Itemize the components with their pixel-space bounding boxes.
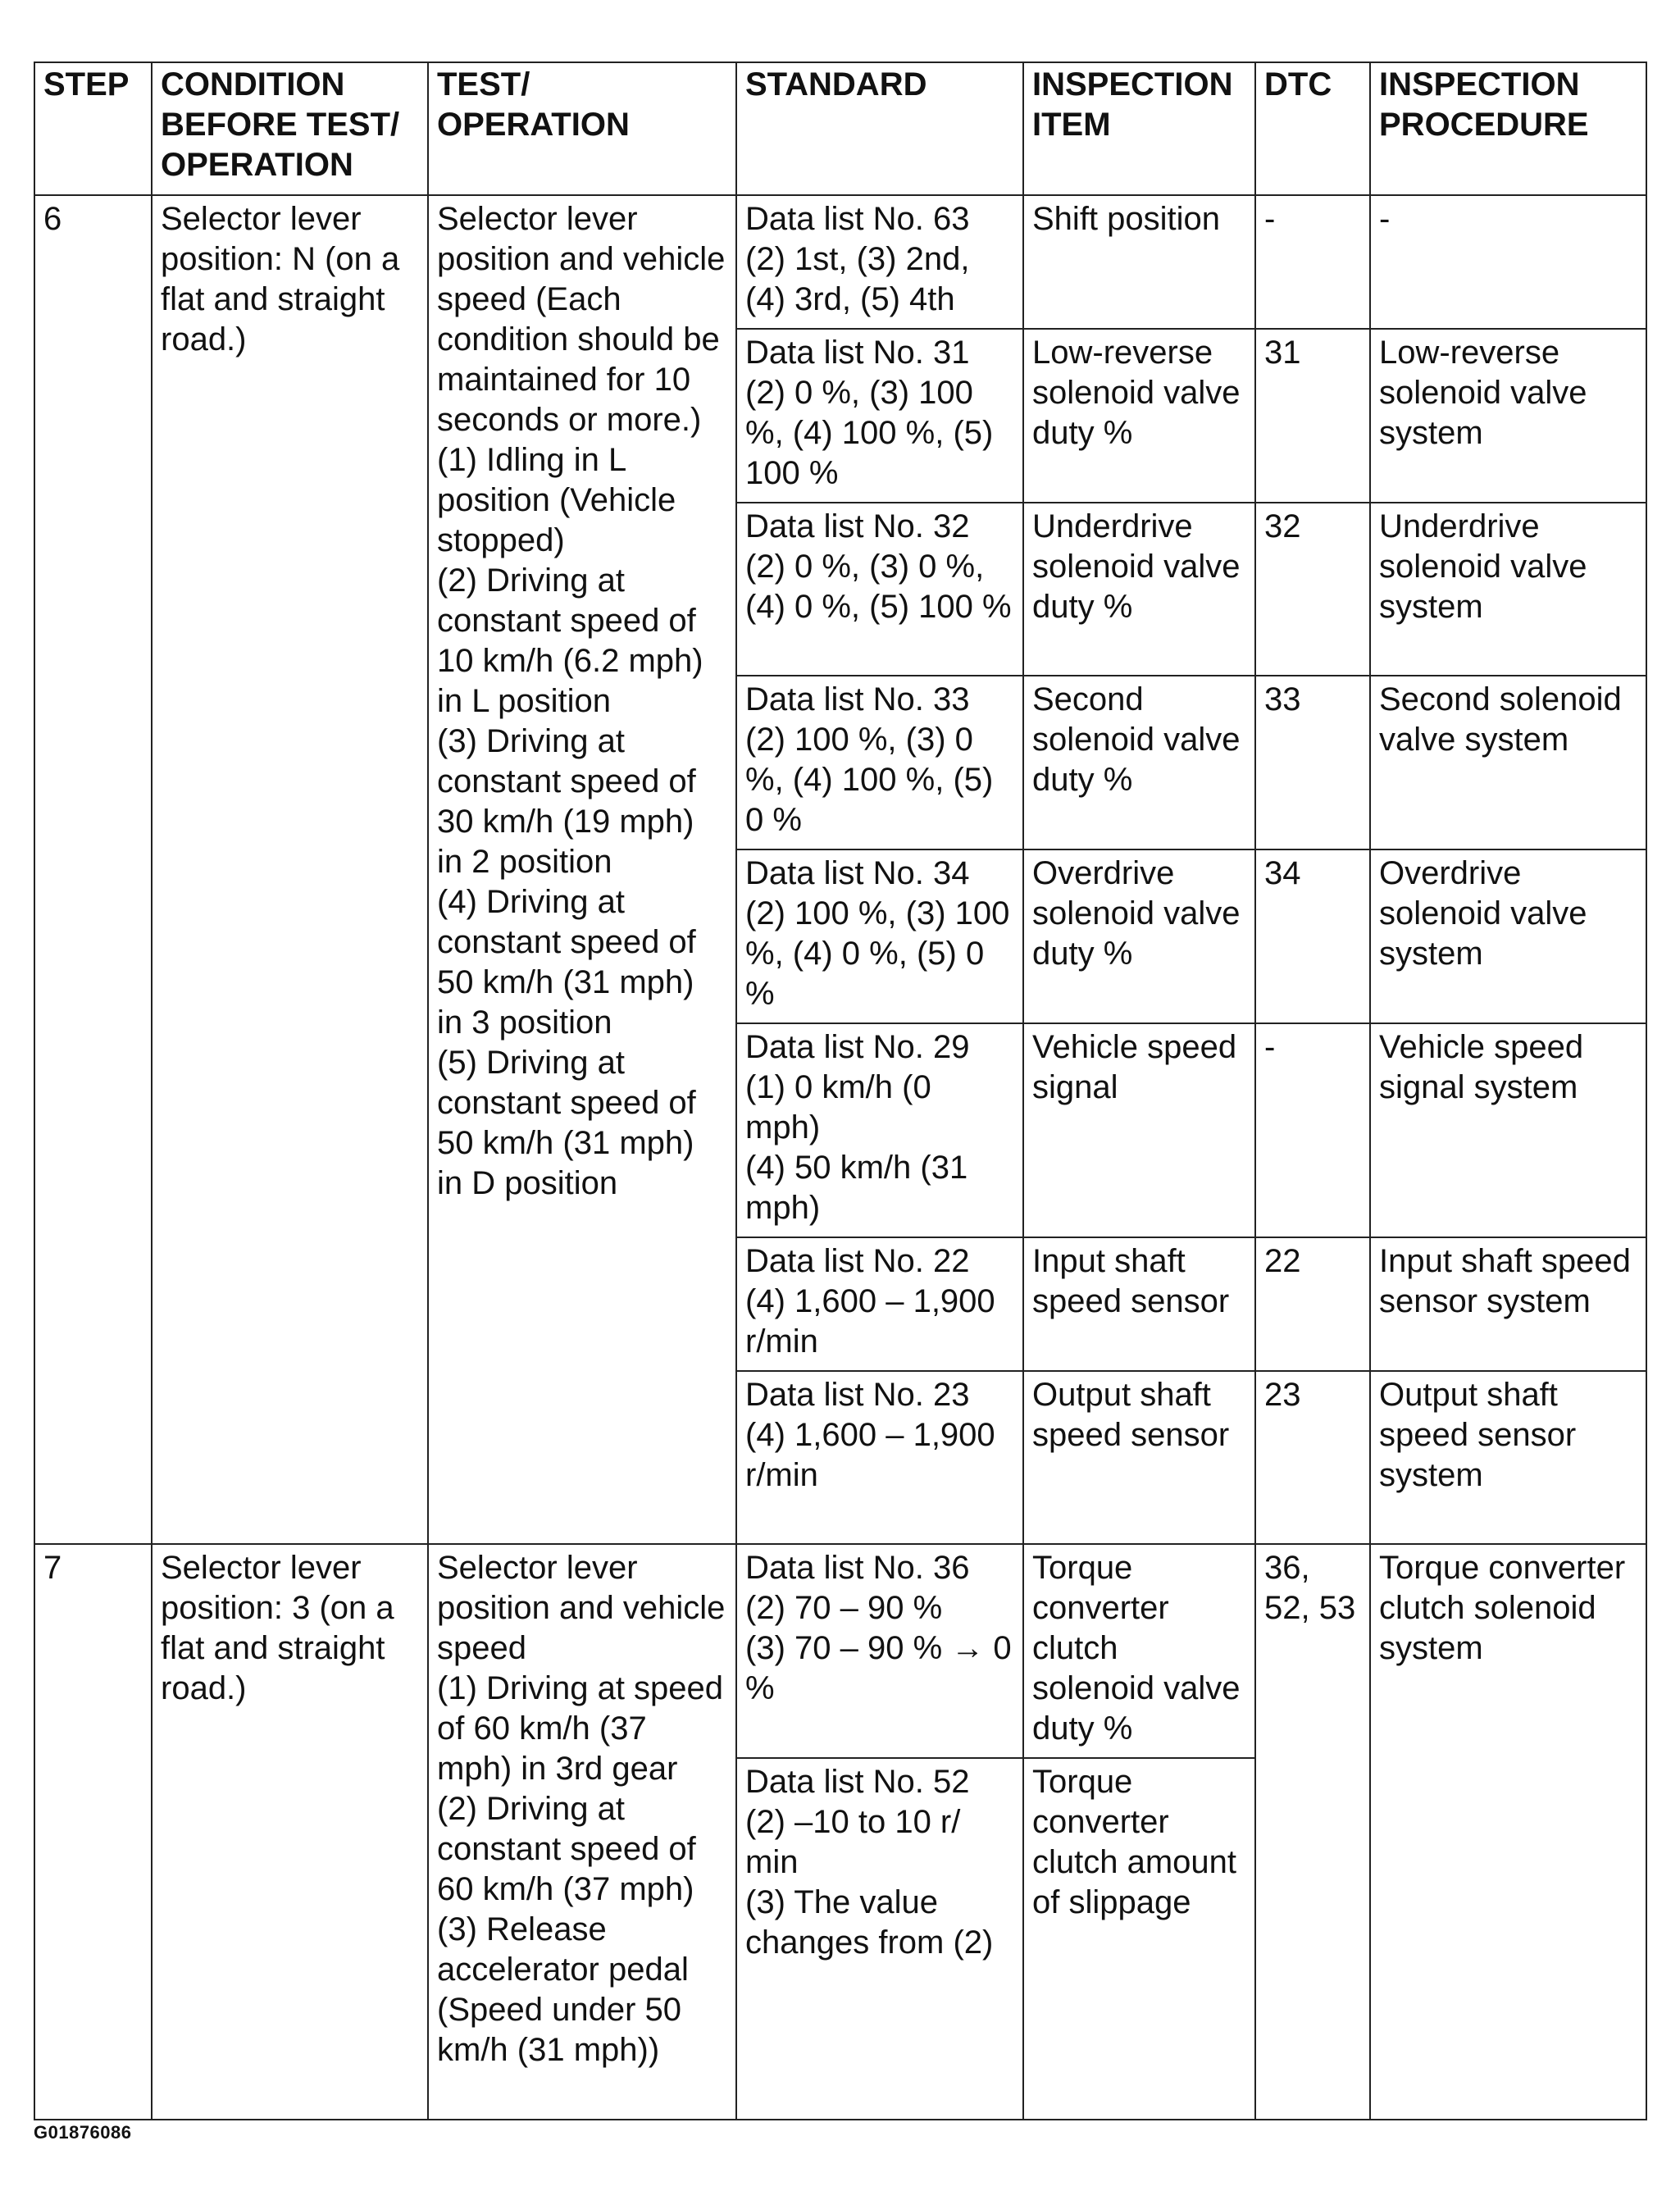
inspection-procedure-cell: Vehicle speed signal system bbox=[1370, 1023, 1646, 1237]
dtc-cell: 31 bbox=[1255, 329, 1370, 503]
header-condition: CONDITION BEFORE TEST/ OPERATION bbox=[152, 62, 428, 195]
inspection-procedure-cell: Underdrive solenoid valve system bbox=[1370, 503, 1646, 676]
dtc-cell: 33 bbox=[1255, 676, 1370, 849]
dtc-cell: 23 bbox=[1255, 1371, 1370, 1544]
inspection-item-cell: Vehicle speed signal bbox=[1023, 1023, 1255, 1237]
table-row bbox=[34, 1544, 1646, 1758]
standard-cell: Data list No. 22 (4) 1,600 – 1,900 r/min bbox=[736, 1237, 1023, 1371]
standard-cell: Data list No. 52 (2) –10 to 10 r/ min (3) The value changes from (2) bbox=[736, 1758, 1023, 2120]
inspection-item-cell: Torque converter clutch amount of slippage bbox=[1023, 1758, 1255, 2120]
standard-cell: Data list No. 34 (2) 100 %, (3) 100 %, (4) 0 %, (5) 0 % bbox=[736, 849, 1023, 1023]
inspection-procedure-cell: Output shaft speed sensor system bbox=[1370, 1371, 1646, 1544]
inspection-item-cell: Overdrive solenoid valve duty % bbox=[1023, 849, 1255, 1023]
header-test: TEST/ OPERATION bbox=[428, 62, 736, 195]
standard-cell: Data list No. 29 (1) 0 km/h (0 mph) (4) 50 km/h (31 mph) bbox=[736, 1023, 1023, 1237]
dtc-cell: 32 bbox=[1255, 503, 1370, 676]
figure-id: G01876086 bbox=[34, 2122, 132, 2143]
header-row bbox=[34, 62, 1646, 195]
standard-cell: Data list No. 63 (2) 1st, (3) 2nd, (4) 3rd, (5) 4th bbox=[736, 195, 1023, 329]
header-inspection-item: INSPECTION ITEM bbox=[1023, 62, 1255, 195]
inspection-procedure-cell: Second solenoid valve system bbox=[1370, 676, 1646, 849]
inspection-table bbox=[34, 61, 1647, 2120]
test-operation-cell: Selector lever position and vehicle speed (Each condition should be maintained for 10 seconds or more.) (1) Idling in L position (Vehicle stopped) (2) Driving at constant speed of 10 km/h (6.2 mph) in L position (3) Driving at constant speed of 30 km/h (19 mph) in 2 position (4) Driving at constant speed of 50 km/h (31 mph) in 3 position (5) Driving at constant speed of 50 km/h (31 mph) in D position bbox=[428, 195, 736, 1544]
inspection-procedure-cell: Torque converter clutch solenoid system bbox=[1370, 1544, 1646, 2120]
inspection-item-cell: Second solenoid valve duty % bbox=[1023, 676, 1255, 849]
dtc-cell: 22 bbox=[1255, 1237, 1370, 1371]
condition-cell: Selector lever position: N (on a flat and straight road.) bbox=[152, 195, 428, 1544]
inspection-item-cell: Output shaft speed sensor bbox=[1023, 1371, 1255, 1544]
inspection-procedure-cell: Overdrive solenoid valve system bbox=[1370, 849, 1646, 1023]
standard-cell: Data list No. 31 (2) 0 %, (3) 100 %, (4) 100 %, (5) 100 % bbox=[736, 329, 1023, 503]
dtc-cell: - bbox=[1255, 1023, 1370, 1237]
test-operation-cell: Selector lever position and vehicle speed (1) Driving at speed of 60 km/h (37 mph) in 3rd gear (2) Driving at constant speed of 60 km/h (37 mph) (3) Release accelerator pedal (Speed under 50 km/h (31 mph)) bbox=[428, 1544, 736, 2120]
step-number: 7 bbox=[34, 1544, 152, 2120]
standard-cell: Data list No. 36 (2) 70 – 90 % (3) 70 – 90 % → 0 % bbox=[736, 1544, 1023, 1758]
inspection-item-cell: Input shaft speed sensor bbox=[1023, 1237, 1255, 1371]
standard-cell: Data list No. 32 (2) 0 %, (3) 0 %, (4) 0 %, (5) 100 % bbox=[736, 503, 1023, 676]
standard-cell: Data list No. 33 (2) 100 %, (3) 0 %, (4) 100 %, (5) 0 % bbox=[736, 676, 1023, 849]
condition-cell: Selector lever position: 3 (on a flat and straight road.) bbox=[152, 1544, 428, 2120]
dtc-cell: - bbox=[1255, 195, 1370, 329]
table-row bbox=[34, 195, 1646, 329]
header-inspection-procedure: INSPECTION PROCEDURE bbox=[1370, 62, 1646, 195]
inspection-item-cell: Torque converter clutch solenoid valve duty % bbox=[1023, 1544, 1255, 1758]
inspection-procedure-cell: Input shaft speed sensor system bbox=[1370, 1237, 1646, 1371]
inspection-item-cell: Low-reverse solenoid valve duty % bbox=[1023, 329, 1255, 503]
inspection-item-cell: Underdrive solenoid valve duty % bbox=[1023, 503, 1255, 676]
inspection-item-cell: Shift position bbox=[1023, 195, 1255, 329]
header-standard: STANDARD bbox=[736, 62, 1023, 195]
inspection-procedure-cell: - bbox=[1370, 195, 1646, 329]
dtc-cell: 36, 52, 53 bbox=[1255, 1544, 1370, 2120]
header-dtc: DTC bbox=[1255, 62, 1370, 195]
step-number: 6 bbox=[34, 195, 152, 1544]
standard-cell: Data list No. 23 (4) 1,600 – 1,900 r/min bbox=[736, 1371, 1023, 1544]
dtc-cell: 34 bbox=[1255, 849, 1370, 1023]
header-step: STEP bbox=[34, 62, 152, 195]
inspection-procedure-cell: Low-reverse solenoid valve system bbox=[1370, 329, 1646, 503]
